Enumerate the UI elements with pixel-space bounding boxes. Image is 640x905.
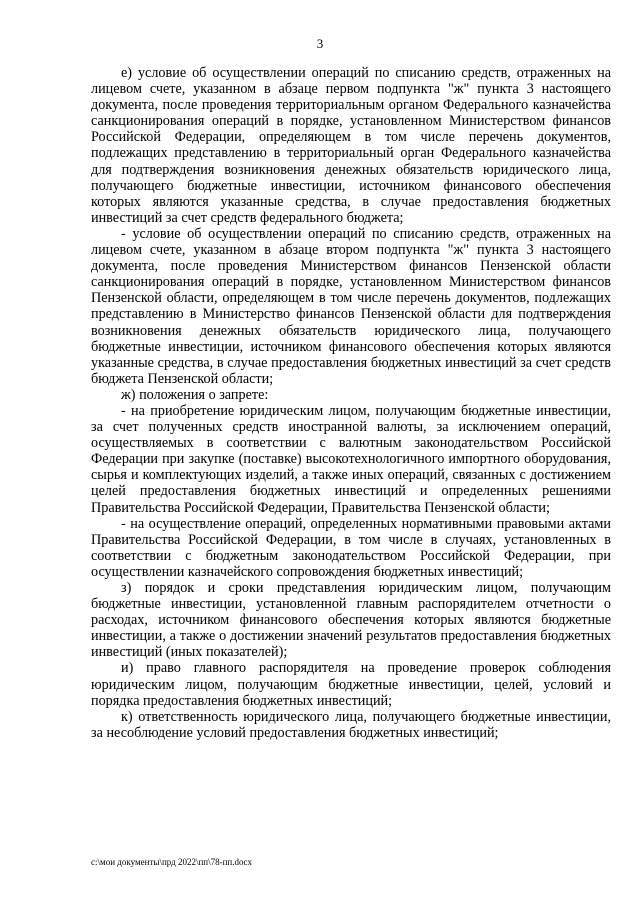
paragraph-zh-bullet-1: - на приобретение юридическим лицом, получающим бюджетные инвестиции, за счет полученных средств иностранной валюты, за исключением операций, осуществляемых в соответствии с валютным законодательством Российской Федерации при закупке (поставке) высокотехнологичного импортного оборудования, сырья и комплектующих изделий, а также иных операций, связанных с достижением целей предоставления бюджетных инвестиций и определенных решениями Правительства Российской Федерации, Правительства Пензенской области; bbox=[91, 402, 611, 516]
document-body bbox=[91, 65, 611, 741]
page-number: 3 bbox=[316, 36, 324, 51]
paragraph-zh-bullet-2: - на осуществление операций, определенных нормативными правовыми актами Правительства Российской Федерации, в том числе в случаях, установленных в соответствии с бюджетным законодательством Российской Федерации, при осуществлении казначейского сопровождения бюджетных инвестиций; bbox=[91, 515, 611, 580]
paragraph-i: и) право главного распорядителя на проведение проверок соблюдения юридическим лицом, получающим бюджетные инвестиции, целей, условий и порядка предоставления бюджетных инвестиций; bbox=[91, 660, 611, 709]
paragraph-k: к) ответственность юридического лица, получающего бюджетные инвестиции, за несоблюдение условий предоставления бюджетных инвестиций; bbox=[91, 708, 611, 741]
paragraph-zh: ж) положения о запрете: bbox=[121, 386, 269, 403]
file-path-footer: c:\мои документы\прд 2022\пп\78-пп.docx bbox=[91, 857, 252, 867]
paragraph-e-bullet: - условие об осуществлении операций по списанию средств, отраженных на лицевом счете, указанном в абзаце втором подпункта "ж" пункта 3 настоящего документа, после проведения Министерством финансов Пензенской области санкционирования операций в порядке, установленном Министерством финансов Пензенской области, определяющем в том числе перечень документов, подлежащих представлению в Министерство финансов Пензенской области для подтверждения возникновения денежных обязательств юридического лица, получающего бюджетные инвестиции, источником финансового обеспечения которых являются указанные средства, в случае предоставления бюджетных инвестиций за счет средств бюджета Пензенской области; bbox=[91, 225, 611, 387]
paragraph-e: е) условие об осуществлении операций по списанию средств, отраженных на лицевом счете, указанном в абзаце первом подпункта "ж" пункта 3 настоящего документа, после проведения территориальным органом Федерального казначейства санкционирования операций в порядке, установленном Министерством финансов Российской Федерации, определяющем в том числе перечень документов, подлежащих представлению в территориальный орган Федерального казначейства для подтверждения возникновения денежных обязательств юридического лица, получающего бюджетные инвестиции, источником финансового обеспечения которых являются указанные средства, в случае предоставления бюджетных инвестиций за счет средств федерального бюджета; bbox=[91, 65, 611, 226]
paragraph-z: з) порядок и сроки представления юридическим лицом, получающим бюджетные инвестиции, установленной главным распорядителем отчетности о расходах, источником финансового обеспечения которых являются бюджетные инвестиции, а также о достижении значений результатов предоставления бюджетных инвестиций (иных показателей); bbox=[91, 580, 611, 661]
